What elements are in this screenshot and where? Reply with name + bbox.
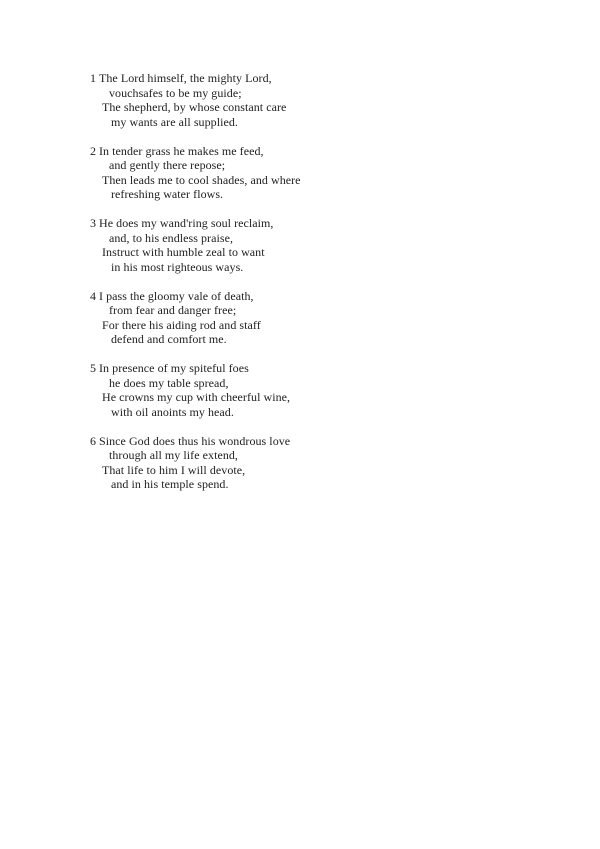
stanza [90,433,301,492]
verse-line: in his most righteous ways. [111,259,244,274]
verse-line: Instruct with humble zeal to want [102,245,265,259]
stanza-number: 6 [90,433,97,448]
verse-line: defend and comfort me. [111,332,227,346]
stanza [90,71,301,129]
verse-line: Then leads me to cool shades, and where [102,172,301,187]
verse-line: I pass the gloomy vale of death, [99,288,254,303]
stanza [90,361,301,419]
verse-line: The shepherd, by whose constant care [102,100,287,114]
stanza-number: 3 [90,216,97,230]
verse-line: and, to his endless praise, [109,230,233,245]
verse-line: He does my wand'ring soul reclaim, [99,216,274,230]
verse-line: and in his temple spend. [111,477,229,491]
verse-line: with oil anoints my head. [111,404,234,419]
stanza [90,288,301,347]
stanza-number: 4 [90,288,97,303]
verse-line: The Lord himself, the mighty Lord, [99,71,272,85]
verse-line: he does my table spread, [109,375,229,390]
verse-line: and gently there repose; [109,158,226,172]
verse-line: In tender grass he makes me feed, [99,143,264,158]
verse-line: refreshing water flows. [111,187,224,201]
verse-line: That life to him I will devote, [102,462,246,477]
verse-line: through all my life extend, [109,448,238,462]
verse-line: vouchsafes to be my guide; [109,85,242,100]
stanza-number: 5 [90,361,97,375]
stanza [90,216,301,274]
verse-line: In presence of my spiteful foes [99,361,249,375]
verse-line: For there his aiding rod and staff [102,317,261,332]
stanza-number: 1 [90,71,97,85]
stanza [90,143,301,202]
verse-line: my wants are all supplied. [111,114,238,129]
stanza-number: 2 [90,143,97,158]
verse-line: He crowns my cup with cheerful wine, [102,390,291,404]
verse-line: Since God does thus his wondrous love [99,433,291,448]
verse-line: from fear and danger free; [109,303,237,317]
psalm-poem [90,71,301,506]
